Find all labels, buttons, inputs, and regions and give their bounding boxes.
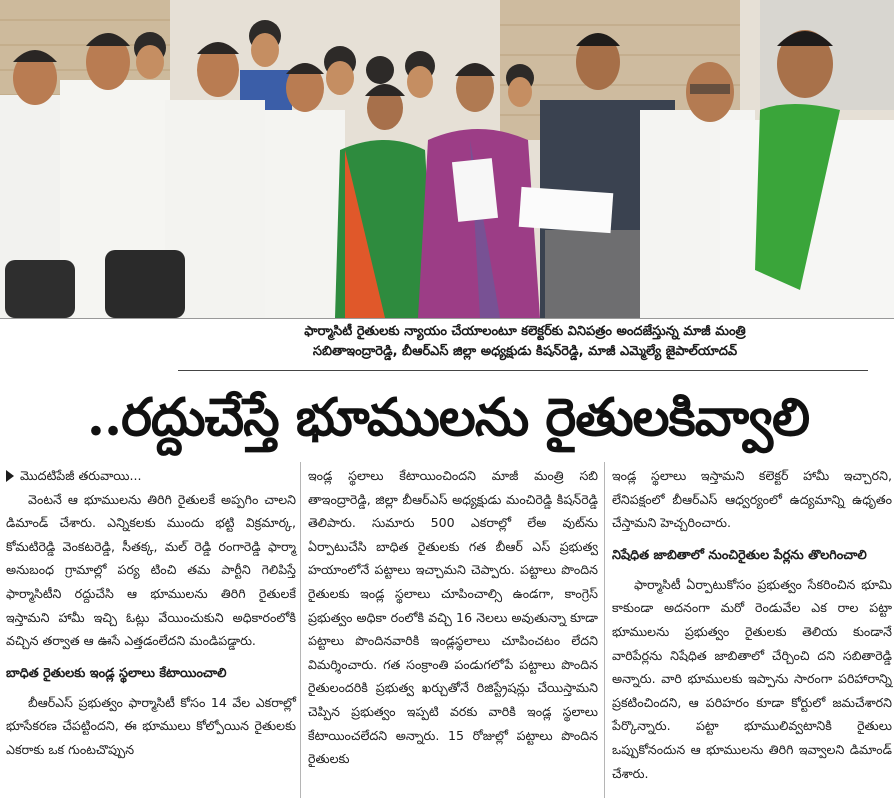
caption-divider bbox=[178, 370, 868, 371]
headline: ..రద్దుచేస్తే భూములను రైతులకివ్వాలి bbox=[86, 387, 810, 448]
news-photo bbox=[0, 0, 894, 319]
article-paragraph: ఫార్మాసిటీ ఏర్పాటుకోసం ప్రభుత్వం సేకరించిన భూమి కాకుండా అదనంగా మరో రెండువేల ఎక రాల పట్టా భూములను ప్రభుత్వం రైతులకు తెలియ కుండానే వారిపేర్లను నిషేధిత జాబితాలో చేర్చించి దని సబితారెడ్డి అన్నారు. వారి భూములకు ఇప్పాను సారంగా పరిహారాన్ని ప్రకటించిందని, ఆ పరిహరం కూడా కోర్టులో జమచేశారని పేర్కొన్నారు. పట్టా భూములివ్వటానికి రైతులు ఒప్పుకోనందున ఆ భూములను తిరిగి ఇవ్వాలని డిమాండ్ చేశారు. bbox=[612, 576, 892, 781]
photo-caption bbox=[175, 322, 875, 362]
subheading: బాధిత రైతులకు ఇండ్ల స్థలాలు కేటాయించాలి bbox=[6, 665, 227, 681]
column-divider bbox=[604, 462, 605, 798]
caption-line-1: ఫార్మాసిటీ రైతులకు న్యాయం చేయాలంటూ కలెక్టర్‌కు వినిపత్రం అందజేస్తున్న మాజీ మంత్రి bbox=[304, 324, 746, 339]
continuation-marker bbox=[6, 464, 296, 488]
article-paragraph: ఇండ్ల స్థలాలు కేటాయించిందని మాజీ మంత్రి సబి తాఇంద్రారెడ్డి, జిల్లా బీఆర్ఎస్ అధ్యక్షుడు మంచిరెడ్డి కిషన్‌రెడ్డి తెలిపారు. సుమారు 500 ఎకరాల్లో లేఅ వుట్‌ను ఏర్పాటుచేసి బాధిత రైతులకు గత బీఆర్ ఎస్ ప్రభుత్వ హయాంలోనే పట్టాలు ఇచ్చామని చెప్పారు. పట్టాలు పొందిన రైతులకు ఇండ్ల స్థలాలు చూపించాల్సి ఉండగా, కాంగ్రెస్ ప్రభుత్వం అధికా రంలోకి వచ్చి 16 నెలలు అవుతున్నా కూడా పట్టాలు పొందినవారికి ఇండ్లస్థలాలు చూపించటం లేదని విమర్శించారు. గత సంక్రాంతి పండుగలోపే పట్టాలు పొందిన రైతులందరికి ప్రభుత్వ ఖర్చుతోనే రిజిస్ట్రేషన్లు చేయిస్తామని చెప్పిన ప్రభుత్వం ఇప్పటి వరకు వారికి ఇండ్ల స్థలాలు కేటాయించలేదని అన్నారు. 15 రోజుల్లో పట్టాలు పొందిన రైతులకు bbox=[308, 468, 598, 767]
subheading: నిషేధిత జాబితాలో నుంచిరైతుల పేర్లను తొలగించాలి bbox=[612, 547, 867, 563]
news-photo-illustration bbox=[0, 0, 894, 318]
play-triangle-icon bbox=[6, 470, 14, 482]
article-column-2 bbox=[308, 464, 598, 771]
article-paragraph: వెంటనే ఆ భూములను తిరిగి రైతులకే అప్పగిం చాలని డిమాండ్ చేశారు. ఎన్నికలకు ముందు భట్టి విక్రమార్క, కోమటిరెడ్డి వెంకటరెడ్డి, సీతక్క, మల్ రెడ్డి రంగారెడ్డి ఫార్మా అనుబంధ గ్రామాల్లో పర్య టించి తమ పార్టీని గెలిపిస్తే ఫార్మాసిటీని రద్దుచేసి ఆ భూములను తిరిగి రైతులకే ఇస్తామని హామీ ఇచ్చి ఓట్లు వేయించుకుని అధికారంలోకి వచ్చిన తర్వాత ఆ ఊసే ఎత్తడంలేదని మండిపడ్డారు. bbox=[6, 491, 296, 649]
article-paragraph: బీఆర్ఎస్ ప్రభుత్వం ఫార్మాసిటీ కోసం 14 వేల ఎకరాల్లో భూసేకరణ చేపట్టిందని, ఈ భూములు కోల్పోయిన రైతులకు ఎకరాకు ఒక గుంటచొప్పున bbox=[6, 694, 296, 757]
continuation-text: మొదటిపేజీ తరువాయి... bbox=[20, 468, 142, 483]
article-paragraph: ఇండ్ల స్థలాలు ఇస్తామని కలెక్టర్ హామీ ఇచ్చారని, లేనిపక్షంలో బీఆర్ఎస్ ఆధ్వర్యంలో ఉద్యమాన్ని ఉధృతం చేస్తామని హెచ్చరించారు. bbox=[612, 468, 892, 531]
caption-line-2: సబితాఇంద్రారెడ్డి, బీఆర్ఎస్ జిల్లా అధ్యక్షుడు కిషన్‌రెడ్డి, మాజీ ఎమ్మెల్యే జైపాల్‌యాదవ్ bbox=[312, 344, 738, 359]
article-column-3 bbox=[612, 464, 892, 785]
column-divider bbox=[300, 462, 301, 798]
article-column-1 bbox=[6, 464, 296, 762]
